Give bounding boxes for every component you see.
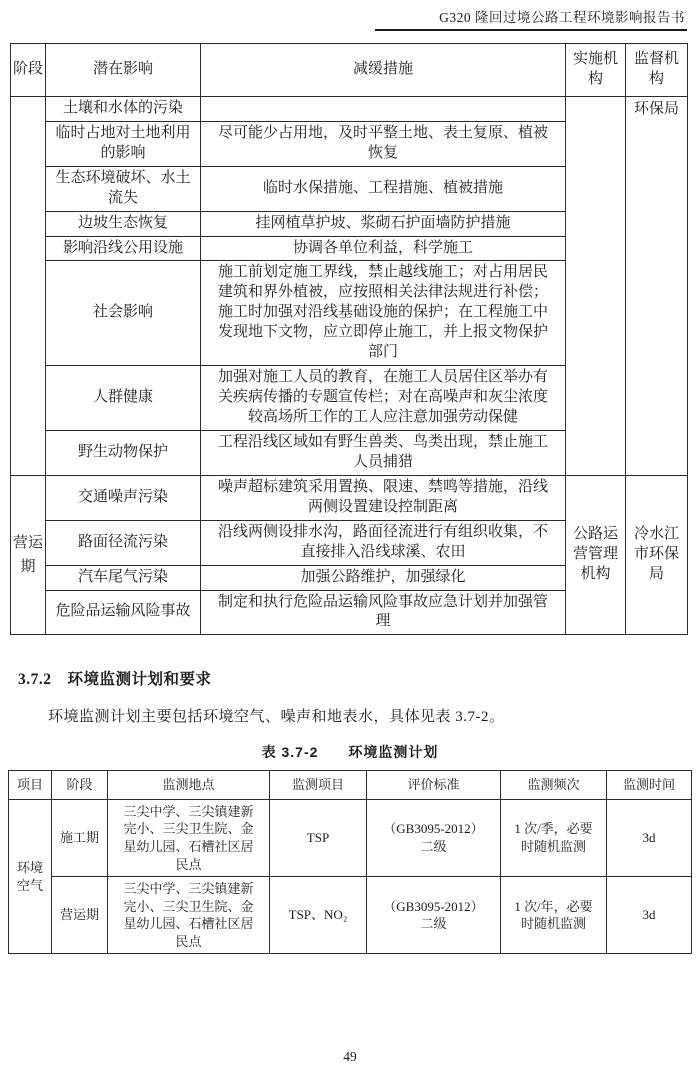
frequency-cell: 1 次/年，必要时随机监测: [501, 877, 607, 954]
impact-cell: 边坡生态恢复: [46, 211, 201, 236]
header-implement: 实施机构: [566, 44, 626, 97]
standard-cell: （GB3095-2012）二级: [367, 799, 501, 876]
running-header-title: G320 隆回过境公路工程环境影响报告书: [375, 6, 687, 31]
impact-cell: 交通噪声污染: [46, 475, 201, 520]
impact-cell: 野生动物保护: [46, 430, 201, 475]
header-item: 项目: [9, 771, 52, 800]
section-paragraph: 环境监测计划主要包括环境空气、噪声和地表水，具体见表 3.7‑2。: [48, 709, 505, 726]
header-stage: 阶段: [52, 771, 108, 800]
impact-cell: 土壤和水体的污染: [46, 96, 201, 121]
table-row: [11, 475, 688, 520]
table-row: [9, 799, 692, 876]
stage-cell: 营运期: [11, 475, 46, 635]
header-location: 监测地点: [108, 771, 270, 800]
impact-cell: 生态环境破坏、水土流失: [46, 166, 201, 211]
measures-cell: 尽可能少占用地，及时平整土地、表土复原、植被恢复: [201, 121, 566, 166]
impact-cell: 影响沿线公用设施: [46, 236, 201, 261]
running-header: [10, 6, 690, 31]
location-cell: 三尖中学、三尖镇建新完小、三尖卫生院、金星幼儿园、石槽社区居民点: [108, 799, 270, 876]
measures-cell: 沿线两侧设排水沟，路面径流进行有组织收集，不直接排入沿线球溪、农田: [201, 520, 566, 565]
header-duration: 监测时间: [607, 771, 692, 800]
duration-cell: 3d: [607, 877, 692, 954]
impact-cell: 临时占地对土地利用的影响: [46, 121, 201, 166]
header-impact: 潜在影响: [46, 44, 201, 97]
measures-cell: 噪声超标建筑采用置换、限速、禁鸣等措施，沿线两侧设置建设控制距离: [201, 475, 566, 520]
header-param: 监测项目: [270, 771, 367, 800]
stage-cell: 营运期: [52, 877, 108, 954]
measures-cell: 加强公路维护，加强绿化: [201, 565, 566, 590]
supervise-cell: 冷水江市环保局: [626, 475, 688, 635]
table-row: [9, 877, 692, 954]
table-row: [11, 96, 688, 121]
impact-cell: 人群健康: [46, 366, 201, 431]
table-header-row: [9, 771, 692, 800]
table-header-row: [11, 44, 688, 97]
impact-cell: 路面径流污染: [46, 520, 201, 565]
measures-cell: 制定和执行危险品运输风险事故应急计划并加强管理: [201, 590, 566, 635]
impact-cell: 危险品运输风险事故: [46, 590, 201, 635]
measures-cell: 加强对施工人员的教育，在施工人员居住区举办有关疾病传播的专题宣传栏；对在高噪声和灰尘浓度较高场所工作的工人应注意加强劳动保健: [201, 366, 566, 431]
header-measures: 减缓措施: [201, 44, 566, 97]
param-cell: TSP、NO₂: [270, 877, 367, 954]
measures-cell: [201, 96, 566, 121]
header-standard: 评价标准: [367, 771, 501, 800]
measures-cell: 协调各单位利益，科学施工: [201, 236, 566, 261]
implement-cell: 公路运营管理机构: [566, 475, 626, 635]
measures-cell: 工程沿线区域如有野生兽类、鸟类出现，禁止施工人员捕猎: [201, 430, 566, 475]
header-stage: 阶段: [11, 44, 46, 97]
measures-cell: 挂网植草护坡、浆砌石护面墙防护措施: [201, 211, 566, 236]
impact-cell: 汽车尾气污染: [46, 565, 201, 590]
location-cell: 三尖中学、三尖镇建新完小、三尖卫生院、金星幼儿园、石槽社区居民点: [108, 877, 270, 954]
supervise-cell: 环保局: [626, 96, 688, 475]
stage-cell: [11, 96, 46, 475]
param-cell: TSP: [270, 799, 367, 876]
page-number: 49: [343, 1049, 357, 1064]
stage-cell: 施工期: [52, 799, 108, 876]
item-cell: 环境空气: [9, 799, 52, 953]
duration-cell: 3d: [607, 799, 692, 876]
monitoring-plan-table: [8, 770, 692, 954]
header-supervise: 监督机构: [626, 44, 688, 97]
implement-cell: [566, 96, 626, 475]
frequency-cell: 1 次/季，必要时随机监测: [501, 799, 607, 876]
monitor-table-caption: 表 3.7‑2 环境监测计划: [261, 744, 439, 761]
impact-cell: 社会影响: [46, 261, 201, 366]
standard-cell: （GB3095-2012）二级: [367, 877, 501, 954]
mitigation-measures-table: [10, 43, 688, 635]
measures-cell: 施工前划定施工界线，禁止越线施工；对占用居民建筑和界外植被，应按照相关法律法规进行补偿；施工时加强对沿线基础设施的保护；在工程施工中发现地下文物，应立即停止施工，并上报文物保护部门: [201, 261, 566, 366]
header-frequency: 监测频次: [501, 771, 607, 800]
measures-cell: 临时水保措施、工程措施、植被措施: [201, 166, 566, 211]
section-heading: 3.7.2 环境监测计划和要求: [18, 671, 212, 689]
